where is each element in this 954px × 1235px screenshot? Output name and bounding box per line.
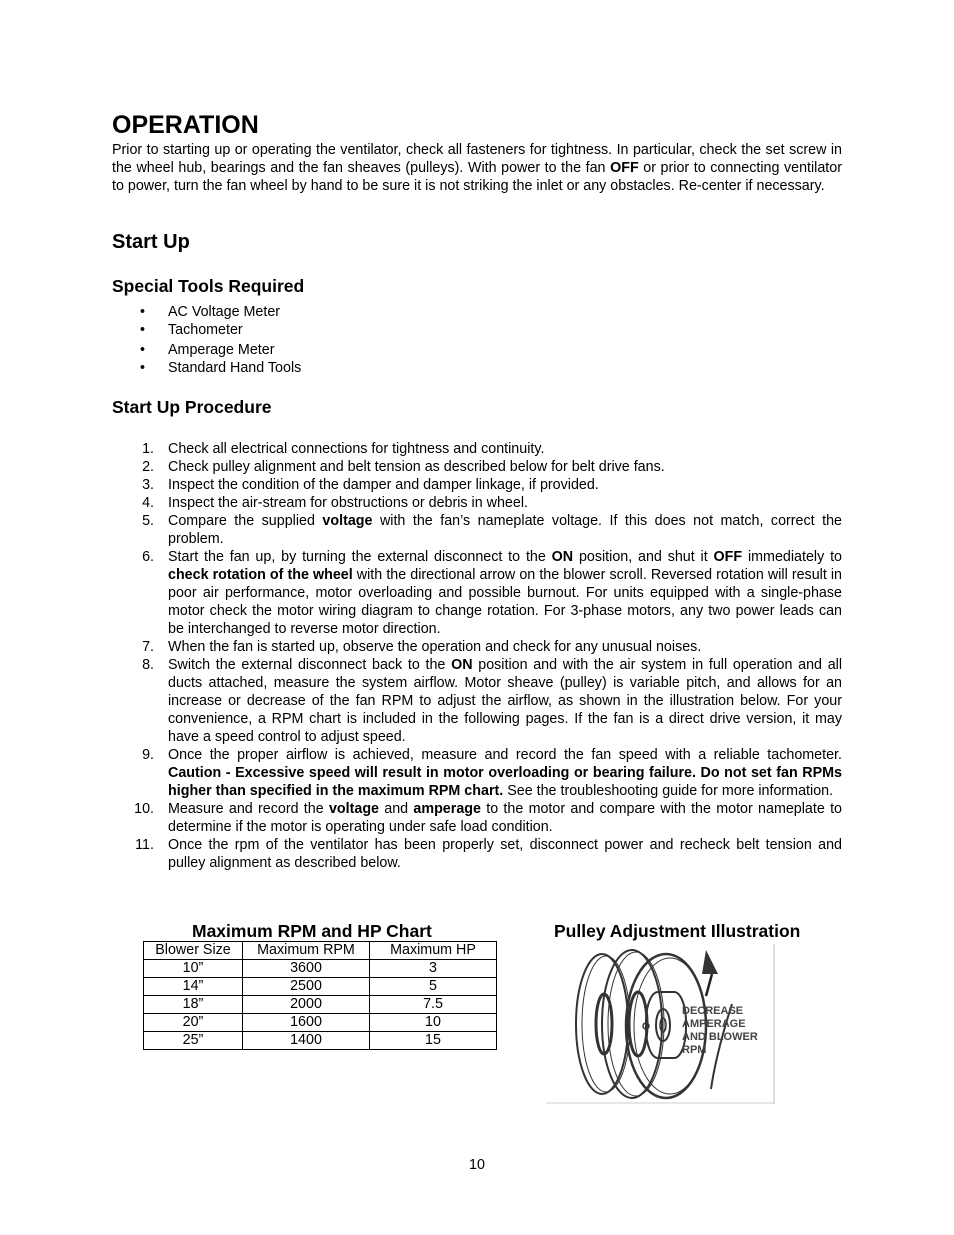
list-item: 3. Inspect the condition of the damper and damper linkage, if provided. (142, 477, 599, 493)
tools-heading: Special Tools Required (112, 276, 305, 296)
caption-line: RPM (682, 1044, 707, 1056)
startup-heading: Start Up (112, 231, 190, 253)
column-header: Blower Size (144, 942, 243, 960)
table-header-row (144, 942, 497, 960)
list-item: 4. Inspect the air-stream for obstructions or debris in wheel. (142, 495, 528, 511)
column-header: Maximum RPM (243, 942, 370, 960)
list-item: • AC Voltage Meter (140, 304, 281, 320)
table-cell: 5 (370, 978, 497, 996)
pulley-illustration (546, 944, 776, 1104)
table-cell: 18” (144, 996, 243, 1014)
page-heading: OPERATION (112, 111, 259, 139)
table-cell: 10 (370, 1014, 497, 1032)
table-cell: 14” (144, 978, 243, 996)
table-cell: 10” (144, 960, 243, 978)
rpm-hp-table (143, 941, 497, 1050)
table-cell: 1400 (243, 1032, 370, 1050)
table-cell: 15 (370, 1032, 497, 1050)
list-item: 11. Once the rpm of the ventilator has been properly set, disconnect power and recheck belt tension and pulley alignment as described below. (135, 837, 842, 871)
table-cell: 2500 (243, 978, 370, 996)
list-item: 8. Switch the external disconnect back to the ON position and with the air system in full operation and all ducts attached, measure the system airflow. Motor sheave (pulley) is variable pitch, and allows for an increase or decrease of the fan RPM to adjust the airflow, as shown in the illustration below. For your convenience, a RPM chart is included in the following pages. If the fan is a direct drive version, it may have a speed control to adjust speed. (142, 657, 842, 745)
list-item: • Standard Hand Tools (140, 360, 302, 376)
table-row (144, 1014, 497, 1032)
intro-paragraph: Prior to starting up or operating the ventilator, check all fasteners for tightness. In particular, check the set screw in the wheel hub, bearings and the fan sheaves (pulleys). With power to the fan OFF or prior to connecting ventilator to power, turn the fan wheel by hand to be sure it is not striking the inlet or any obstacles. Re-center if necessary. (112, 142, 842, 194)
page-number: 10 (469, 1157, 485, 1173)
table-cell: 20” (144, 1014, 243, 1032)
caption-line: DECREASE (682, 1005, 744, 1017)
caption-line: AND BLOWER (682, 1031, 758, 1043)
table-cell: 3 (370, 960, 497, 978)
table-cell: 25” (144, 1032, 243, 1050)
list-item: 10. Measure and record the voltage and amperage to the motor and compare with the motor nameplate to determine if the motor is operating under safe load condition. (134, 801, 842, 835)
list-item: • Amperage Meter (140, 342, 275, 358)
illustration-title: Pulley Adjustment Illustration (554, 921, 801, 941)
table-row (144, 960, 497, 978)
list-item: 7. When the fan is started up, observe the operation and check for any unusual noises. (142, 639, 702, 655)
table-row (144, 1032, 497, 1050)
table-cell: 1600 (243, 1014, 370, 1032)
procedure-heading: Start Up Procedure (112, 397, 272, 417)
tools-list (140, 303, 301, 377)
list-item: • Tachometer (140, 322, 243, 338)
table-row (144, 978, 497, 996)
list-item: 1. Check all electrical connections for tightness and continuity. (142, 441, 545, 457)
table-cell: 7.5 (370, 996, 497, 1014)
list-item: 6. Start the fan up, by turning the external disconnect to the ON position, and shut it OFF immediately to check rotation of the wheel with the directional arrow on the blower scroll. Reversed rotation will result in poor air performance, motor overloading and possible burnout. For units equipped with a single-phase motor check the motor wiring diagram to change rotation. For 3-phase motors, any two power leads can be interchanged to reverse motor direction. (142, 549, 842, 637)
table-cell: 3600 (243, 960, 370, 978)
procedure-list (134, 440, 842, 872)
list-item: 5. Compare the supplied voltage with the fan’s nameplate voltage. If this does not match, correct the problem. (142, 513, 842, 547)
list-item: 2. Check pulley alignment and belt tension as described below for belt drive fans. (142, 459, 665, 475)
table-row (144, 996, 497, 1014)
list-item: 9. Once the proper airflow is achieved, measure and record the fan speed with a reliable tachometer. Caution - Excessive speed will result in motor overloading or bearing failure. Do not set fan RPMs higher than specified in the maximum RPM chart. See the troubleshooting guide for more information. (142, 747, 842, 799)
caption-line: AMPERAGE (682, 1018, 746, 1030)
table-cell: 2000 (243, 996, 370, 1014)
rpm-chart-title: Maximum RPM and HP Chart (192, 921, 432, 941)
column-header: Maximum HP (370, 942, 497, 960)
